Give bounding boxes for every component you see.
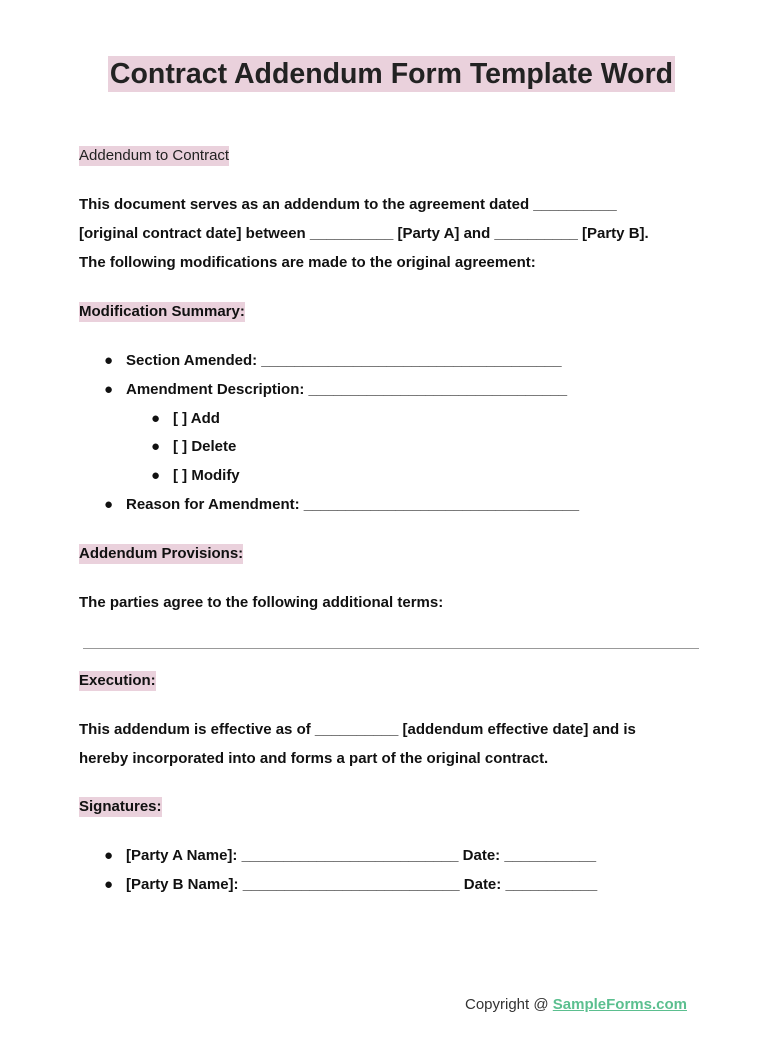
bullet-icon: ● xyxy=(104,847,114,864)
section-heading: Signatures: xyxy=(79,798,162,815)
list-item: ● Amendment Description: _______________________________ xyxy=(104,381,568,398)
bullet-icon: ● xyxy=(151,438,161,455)
list-item: ● Section Amended: ____________________________________ xyxy=(104,352,562,369)
bullet-icon: ● xyxy=(104,496,114,513)
checkbox-item[interactable]: ● [ ] Delete xyxy=(151,438,237,455)
execution-line: This addendum is effective as of __________ [addendum effective date] and is xyxy=(79,721,636,738)
subtitle: Addendum to Contract xyxy=(79,147,230,164)
checkbox-item[interactable]: ● [ ] Modify xyxy=(151,467,240,484)
section-heading: Modification Summary: xyxy=(79,303,245,320)
footer-copyright: Copyright @ SampleForms.com xyxy=(465,996,687,1013)
signature-line: ● [Party B Name]: __________________________ Date: ___________ xyxy=(104,876,598,893)
checkbox-item[interactable]: ● [ ] Add xyxy=(151,410,220,427)
divider xyxy=(83,648,699,649)
page-title: Contract Addendum Form Template Word xyxy=(109,58,674,90)
list-item: ● Reason for Amendment: _________________________________ xyxy=(104,496,580,513)
bullet-icon: ● xyxy=(151,410,161,427)
intro-line: This document serves as an addendum to the agreement dated __________ xyxy=(79,196,617,213)
intro-line: The following modifications are made to the original agreement: xyxy=(79,254,536,271)
bullet-icon: ● xyxy=(104,381,114,398)
intro-line: [original contract date] between __________ [Party A] and __________ [Party B]. xyxy=(79,225,649,242)
provisions-text: The parties agree to the following additional terms: xyxy=(79,594,444,611)
sampleforms-link[interactable]: SampleForms.com xyxy=(552,996,687,1013)
bullet-icon: ● xyxy=(104,876,114,893)
section-heading: Addendum Provisions: xyxy=(79,545,244,562)
signature-line: ● [Party A Name]: __________________________ Date: ___________ xyxy=(104,847,597,864)
bullet-icon: ● xyxy=(151,467,161,484)
bullet-icon: ● xyxy=(104,352,114,369)
section-heading: Execution: xyxy=(79,672,156,689)
execution-line: hereby incorporated into and forms a part of the original contract. xyxy=(79,750,549,767)
